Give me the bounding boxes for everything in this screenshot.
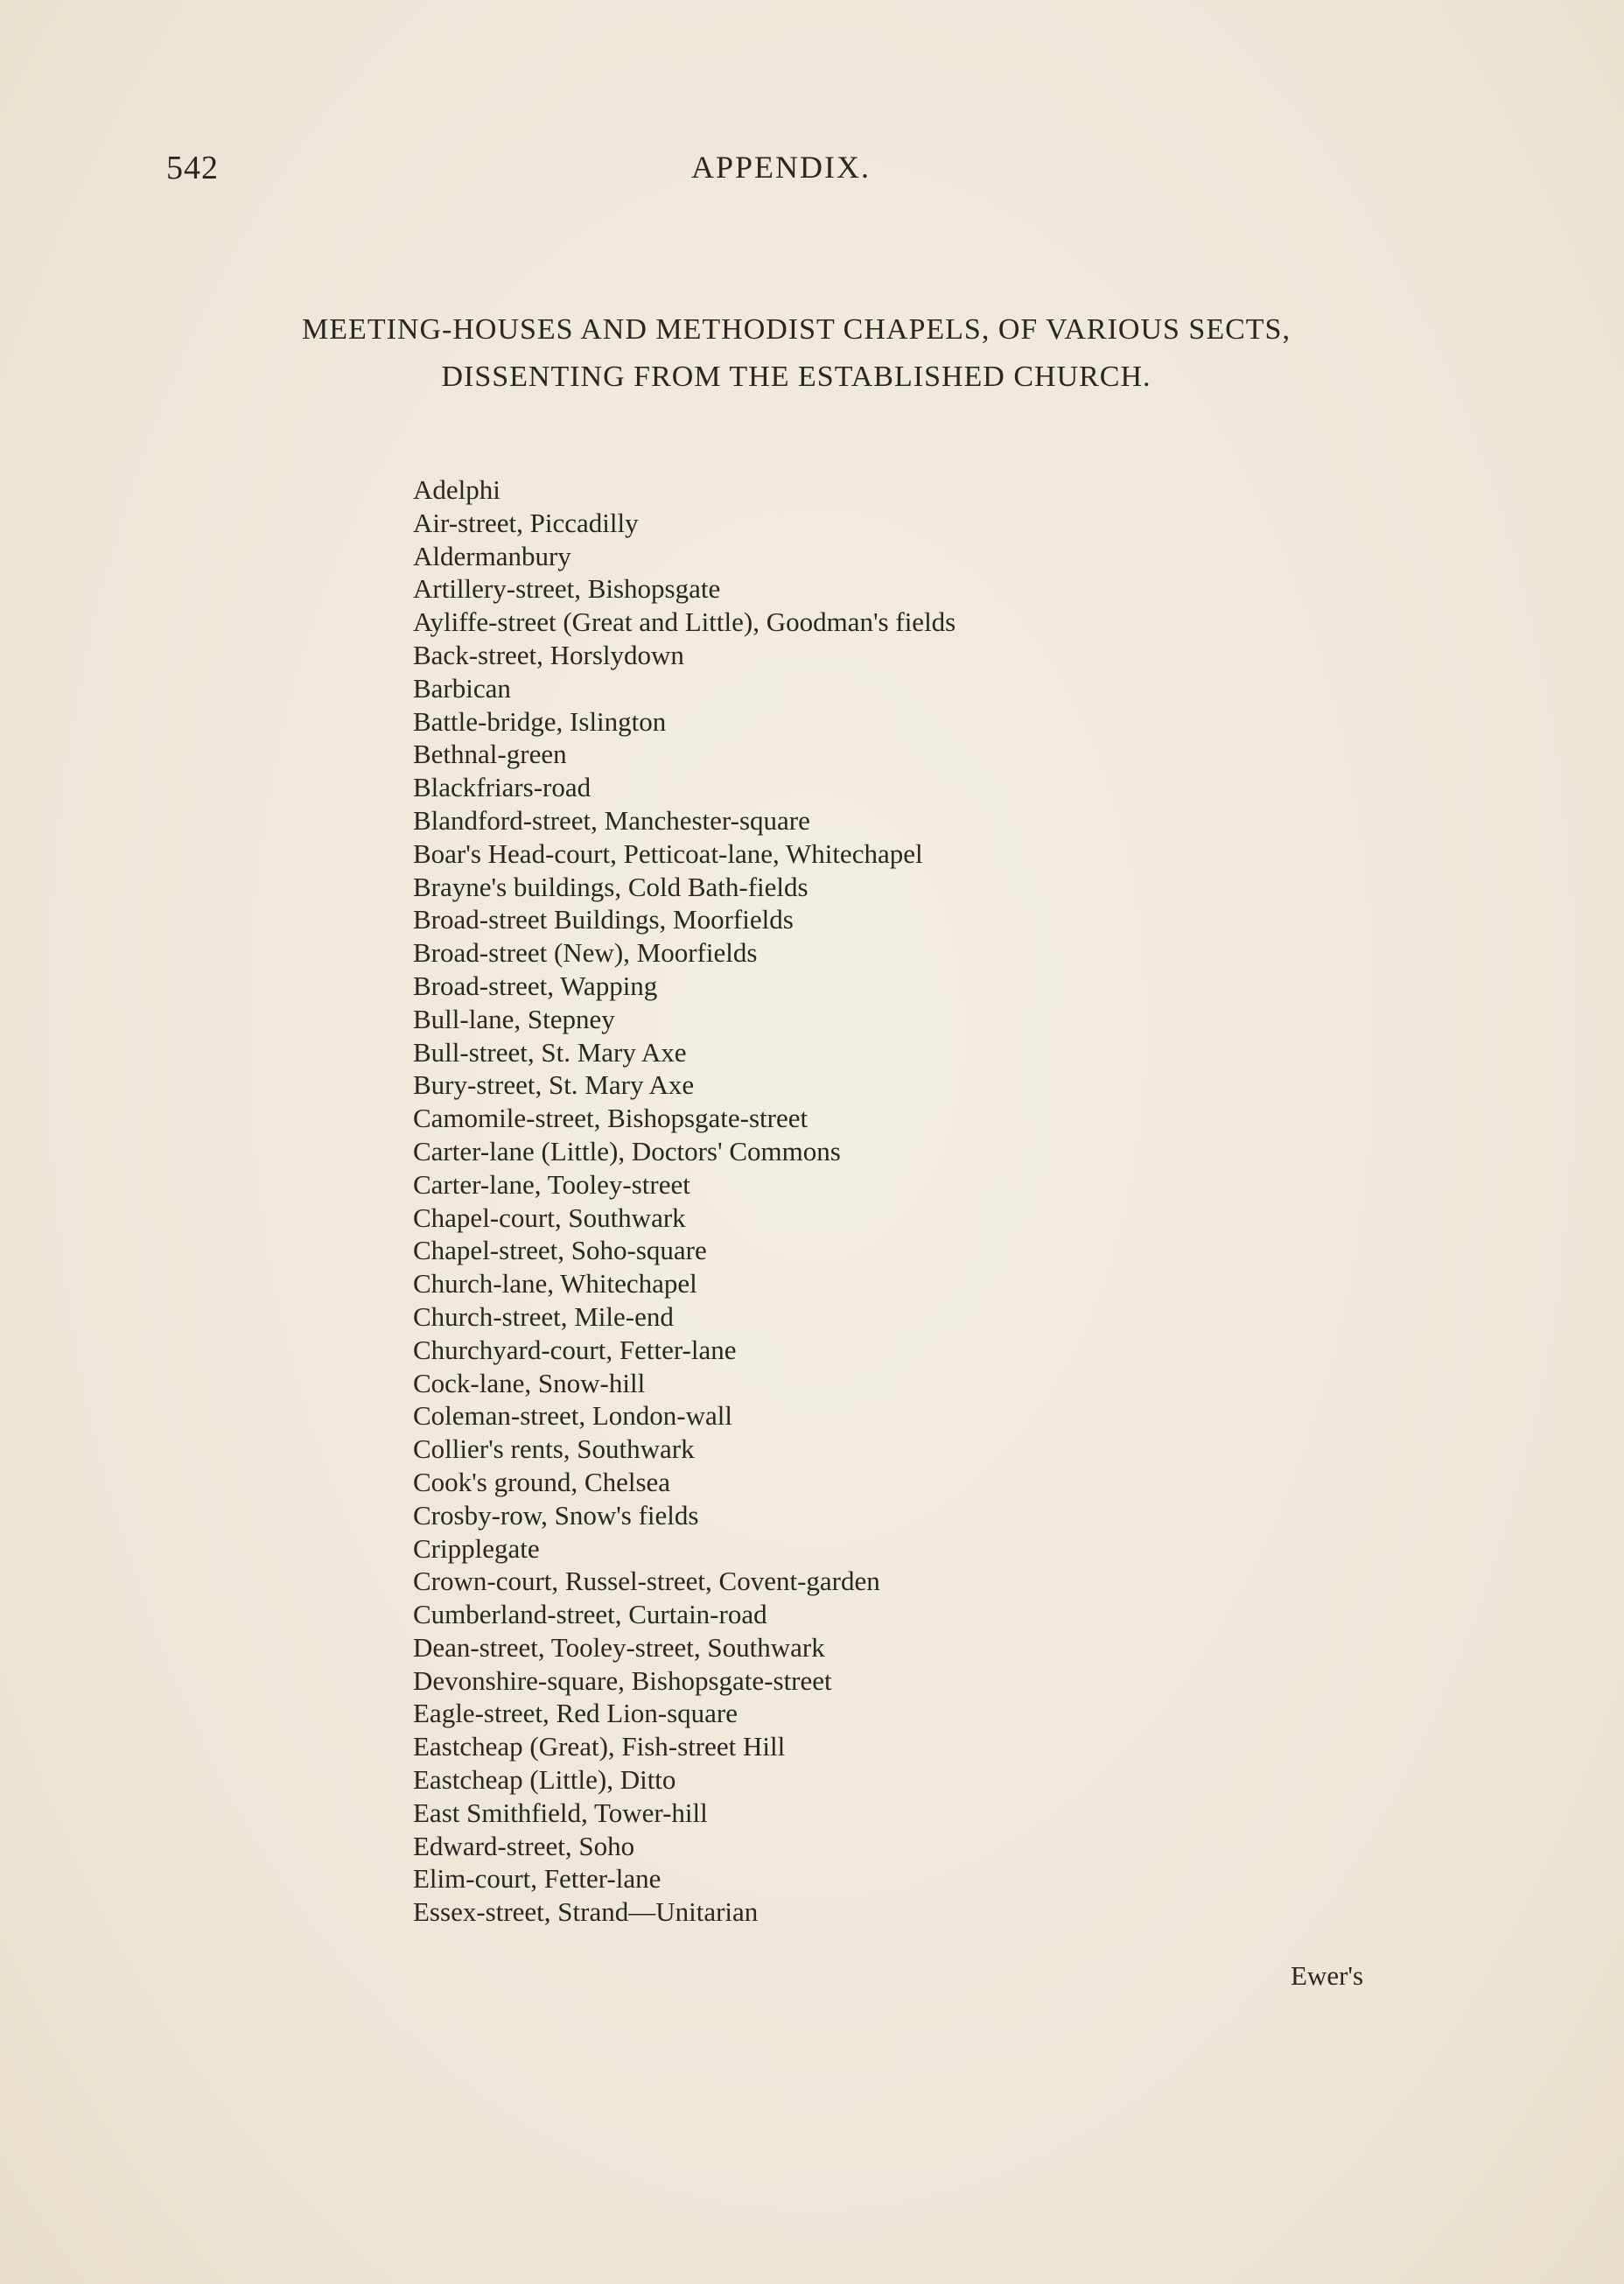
list-item: Collier's rents, Southwark (413, 1433, 695, 1465)
catchword: Ewer's (1291, 1960, 1364, 1991)
list-item: Ayliffe-street (Great and Little), Goodman's fields (413, 606, 956, 638)
list-item: Elim-court, Fetter-lane (413, 1863, 662, 1895)
list-item: Artillery-street, Bishopsgate (413, 573, 721, 605)
list-item: Chapel-street, Soho-square (413, 1235, 707, 1266)
list-item: Back-street, Horslydown (413, 639, 684, 670)
list-item: Camomile-street, Bishopsgate-street (413, 1103, 808, 1134)
page-number: 542 (166, 150, 219, 186)
list-item: Chapel-court, Southwark (413, 1202, 686, 1233)
list-item: Crown-court, Russel-street, Covent-garden (413, 1566, 880, 1597)
section-title-line-1: MEETING-HOUSES AND METHODIST CHAPELS, OF VARIOUS SECTS, (302, 313, 1291, 346)
chapel-location-list (413, 473, 956, 1929)
list-item: Adelphi (413, 474, 500, 505)
list-item: Battle-bridge, Islington (413, 705, 667, 737)
list-item: Coleman-street, London-wall (413, 1400, 733, 1432)
list-item: Blackfriars-road (413, 772, 592, 803)
list-item: Cock-lane, Snow-hill (413, 1367, 646, 1398)
list-item: Eagle-street, Red Lion-square (413, 1698, 738, 1729)
list-item: Devonshire-square, Bishopsgate-street (413, 1664, 832, 1696)
list-item: Boar's Head-court, Petticoat-lane, Whitechapel (413, 837, 923, 869)
list-item: Essex-street, Strand—Unitarian (413, 1896, 759, 1928)
list-item: Crosby-row, Snow's fields (413, 1499, 699, 1531)
list-item: Bury-street, St. Mary Axe (413, 1069, 695, 1101)
list-item: Air-street, Piccadilly (413, 507, 639, 538)
list-item: Church-street, Mile-end (413, 1300, 674, 1332)
list-item: Eastcheap (Little), Ditto (413, 1764, 676, 1796)
list-item: Bull-street, St. Mary Axe (413, 1036, 687, 1068)
list-item: Eastcheap (Great), Fish-street Hill (413, 1731, 786, 1762)
running-head: APPENDIX. (691, 150, 872, 185)
list-item: East Smithfield, Tower-hill (413, 1797, 708, 1828)
list-item: Broad-street, Wapping (413, 970, 658, 1001)
list-item: Barbican (413, 672, 511, 704)
list-item: Broad-street (New), Moorfields (413, 937, 758, 969)
list-item: Blandford-street, Manchester-square (413, 804, 810, 836)
list-item: Brayne's buildings, Cold Bath-fields (413, 871, 808, 902)
section-title-line-2: DISSENTING FROM THE ESTABLISHED CHURCH. (441, 361, 1152, 393)
list-item: Bull-lane, Stepney (413, 1003, 615, 1034)
section-title (175, 306, 1418, 401)
list-item: Cripplegate (413, 1532, 540, 1564)
list-item: Bethnal-green (413, 739, 567, 770)
list-item: Churchyard-court, Fetter-lane (413, 1334, 737, 1365)
list-item: Cook's ground, Chelsea (413, 1466, 671, 1497)
list-item: Broad-street Buildings, Moorfields (413, 904, 794, 935)
list-item: Carter-lane (Little), Doctors' Commons (413, 1135, 841, 1167)
list-item: Cumberland-street, Curtain-road (413, 1599, 767, 1630)
list-item: Aldermanbury (413, 540, 571, 571)
list-item: Carter-lane, Tooley-street (413, 1168, 690, 1200)
list-item: Edward-street, Soho (413, 1830, 635, 1861)
list-item: Church-lane, Whitechapel (413, 1268, 697, 1300)
list-item: Dean-street, Tooley-street, Southwark (413, 1631, 825, 1663)
